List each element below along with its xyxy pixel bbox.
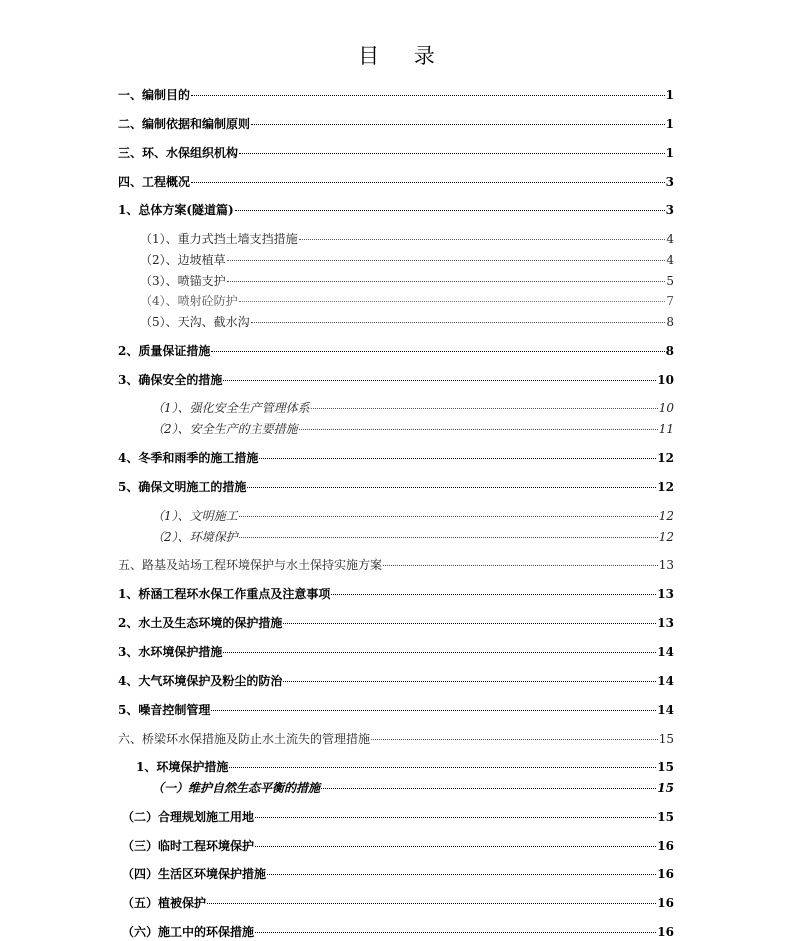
toc-entry-label: （5）、天沟、截水沟: [140, 315, 250, 329]
dot-leader: [211, 710, 656, 711]
toc-entry[interactable]: [140, 314, 674, 330]
toc-entry[interactable]: [152, 508, 674, 524]
toc-entry[interactable]: [118, 145, 674, 161]
toc-entry-label: 2、质量保证措施: [118, 344, 211, 358]
toc-entry[interactable]: [136, 759, 674, 775]
toc-entry-label: 一、编制目的: [118, 88, 191, 102]
toc-entry-page: 16: [657, 925, 674, 939]
dot-leader: [251, 322, 666, 323]
toc-entry-label: （2）、环境保护: [152, 530, 238, 544]
toc-entry[interactable]: [118, 174, 674, 190]
toc-entry-page: 10: [657, 373, 674, 387]
toc-entry-label: 4、冬季和雨季的施工措施: [118, 451, 259, 465]
page-title: 目 录: [358, 44, 449, 68]
toc-entry[interactable]: [118, 343, 674, 359]
toc-entry-label: 1、环境保护措施: [136, 760, 229, 774]
toc-entry-label: （三）临时工程环境保护: [122, 839, 255, 853]
toc-entry-page: 13: [657, 616, 674, 630]
dot-leader: [207, 903, 656, 904]
toc-entry[interactable]: [118, 731, 674, 747]
toc-entry-page: 14: [657, 645, 674, 659]
toc-entry-page: 16: [657, 839, 674, 853]
toc-entry-page: 14: [657, 703, 674, 717]
dot-leader: [247, 487, 656, 488]
dot-leader: [267, 874, 656, 875]
toc-entry-label: （1）、强化安全生产管理体系: [152, 401, 310, 415]
toc-entry[interactable]: [118, 479, 674, 495]
toc-entry-page: 12: [658, 509, 674, 523]
toc-entry-page: 12: [657, 451, 674, 465]
toc-entry[interactable]: [118, 586, 674, 602]
dot-leader: [255, 932, 656, 933]
toc-entry-label: （4）、喷射砼防护: [140, 294, 238, 308]
toc-entry-page: 7: [666, 294, 674, 308]
toc-entry[interactable]: [118, 116, 674, 132]
toc-entry-label: （二）合理规划施工用地: [122, 810, 255, 824]
dot-leader: [283, 681, 656, 682]
dot-leader: [239, 516, 658, 517]
toc-entry-label: 2、水土及生态环境的保护措施: [118, 616, 283, 630]
toc-entry-label: 二、编制依据和编制原则: [118, 117, 251, 131]
toc-entry-page: 1: [665, 146, 674, 160]
dot-leader: [191, 95, 665, 96]
toc-entry-page: 14: [657, 674, 674, 688]
toc-entry-page: 11: [658, 422, 674, 436]
toc-entry[interactable]: [118, 557, 674, 573]
toc-entry-label: （2）、安全生产的主要措施: [152, 422, 298, 436]
toc-entry[interactable]: [140, 273, 674, 289]
toc-entry-page: 3: [665, 175, 674, 189]
dot-leader: [235, 210, 665, 211]
dot-leader: [299, 429, 658, 430]
dot-leader: [227, 260, 666, 261]
toc-entry-page: 13: [658, 558, 674, 572]
dot-leader: [239, 537, 658, 538]
toc-entry[interactable]: [122, 924, 674, 940]
toc-entry-page: 16: [657, 896, 674, 910]
dot-leader: [223, 380, 656, 381]
toc-entry-label: （四）生活区环境保护措施: [122, 867, 267, 881]
toc-entry-page: 10: [658, 401, 674, 415]
toc-entry-page: 4: [666, 253, 674, 267]
dot-leader: [371, 739, 658, 740]
toc-entry-label: 3、确保安全的措施: [118, 373, 223, 387]
dot-leader: [255, 846, 656, 847]
toc-entry-label: 三、环、水保组织机构: [118, 146, 239, 160]
toc-entry-page: 15: [657, 781, 674, 795]
dot-leader: [223, 652, 656, 653]
toc-entry[interactable]: [152, 529, 674, 545]
toc-entry-page: 8: [666, 315, 674, 329]
toc-entry-page: 12: [658, 530, 674, 544]
toc-entry[interactable]: [118, 87, 674, 103]
toc-entry-label: （2）、边坡植草: [140, 253, 226, 267]
toc-entry[interactable]: [118, 615, 674, 631]
dot-leader: [311, 408, 658, 409]
dot-leader: [255, 817, 656, 818]
dot-leader: [191, 182, 665, 183]
dot-leader: [259, 458, 656, 459]
toc-entry-label: 四、工程概况: [118, 175, 191, 189]
toc-entry-label: （3）、喷锚支护: [140, 274, 226, 288]
toc-entry-page: 8: [665, 344, 674, 358]
toc-entry[interactable]: [140, 293, 674, 309]
dot-leader: [211, 351, 664, 352]
toc-entry-page: 1: [665, 117, 674, 131]
toc-entry-label: （六）施工中的环保措施: [122, 925, 255, 939]
toc-entry-label: 五、路基及站场工程环境保护与水土保持实施方案: [118, 558, 383, 572]
toc-entry[interactable]: [118, 372, 674, 388]
toc-entry[interactable]: [152, 400, 674, 416]
dot-leader: [227, 281, 666, 282]
toc-entry[interactable]: [118, 450, 674, 466]
toc-entry[interactable]: [152, 780, 674, 796]
toc-entry-page: 1: [665, 88, 674, 102]
dot-leader: [321, 788, 656, 789]
toc-entry-label: 4、大气环境保护及粉尘的防治: [118, 674, 283, 688]
dot-leader: [383, 565, 658, 566]
dot-leader: [299, 239, 666, 240]
toc-entry-page: 3: [665, 203, 674, 217]
toc-entry[interactable]: [152, 421, 674, 437]
toc-entry-label: 5、确保文明施工的措施: [118, 480, 247, 494]
toc-entry-page: 4: [666, 232, 674, 246]
toc-entry[interactable]: [118, 702, 674, 718]
toc-entry-label: （一）维护自然生态平衡的措施: [152, 781, 321, 795]
toc-entry-page: 15: [657, 810, 674, 824]
dot-leader: [239, 301, 666, 302]
toc-entry-label: 1、桥涵工程环水保工作重点及注意事项: [118, 587, 331, 601]
toc-entry-label: 3、水环境保护措施: [118, 645, 223, 659]
toc-entry[interactable]: [118, 644, 674, 660]
dot-leader: [229, 767, 656, 768]
toc-entry-label: 5、噪音控制管理: [118, 703, 211, 717]
toc-entry-label: 1、总体方案(隧道篇): [118, 203, 234, 217]
toc-entry-page: 12: [657, 480, 674, 494]
dot-leader: [239, 153, 665, 154]
toc-entry-page: 15: [658, 732, 674, 746]
toc-entry[interactable]: [122, 866, 674, 882]
dot-leader: [251, 124, 665, 125]
toc-entry-label: （1）、文明施工: [152, 509, 238, 523]
toc-entry-label: （五）植被保护: [122, 896, 207, 910]
toc-entry-label: 六、桥梁环水保措施及防止水土流失的管理措施: [118, 732, 371, 746]
toc-entry[interactable]: [140, 252, 674, 268]
toc-entry-page: 16: [657, 867, 674, 881]
toc-entry-page: 15: [657, 760, 674, 774]
toc-entry-page: 5: [666, 274, 674, 288]
toc-entry[interactable]: [122, 895, 674, 911]
toc-entry[interactable]: [140, 231, 674, 247]
toc-entry[interactable]: [118, 673, 674, 689]
toc-entry[interactable]: [122, 838, 674, 854]
dot-leader: [283, 623, 656, 624]
toc-entry[interactable]: [122, 809, 674, 825]
toc-entry[interactable]: [118, 202, 674, 218]
toc-entry-label: （1）、重力式挡土墙支挡措施: [140, 232, 298, 246]
dot-leader: [331, 594, 656, 595]
toc-entry-page: 13: [657, 587, 674, 601]
